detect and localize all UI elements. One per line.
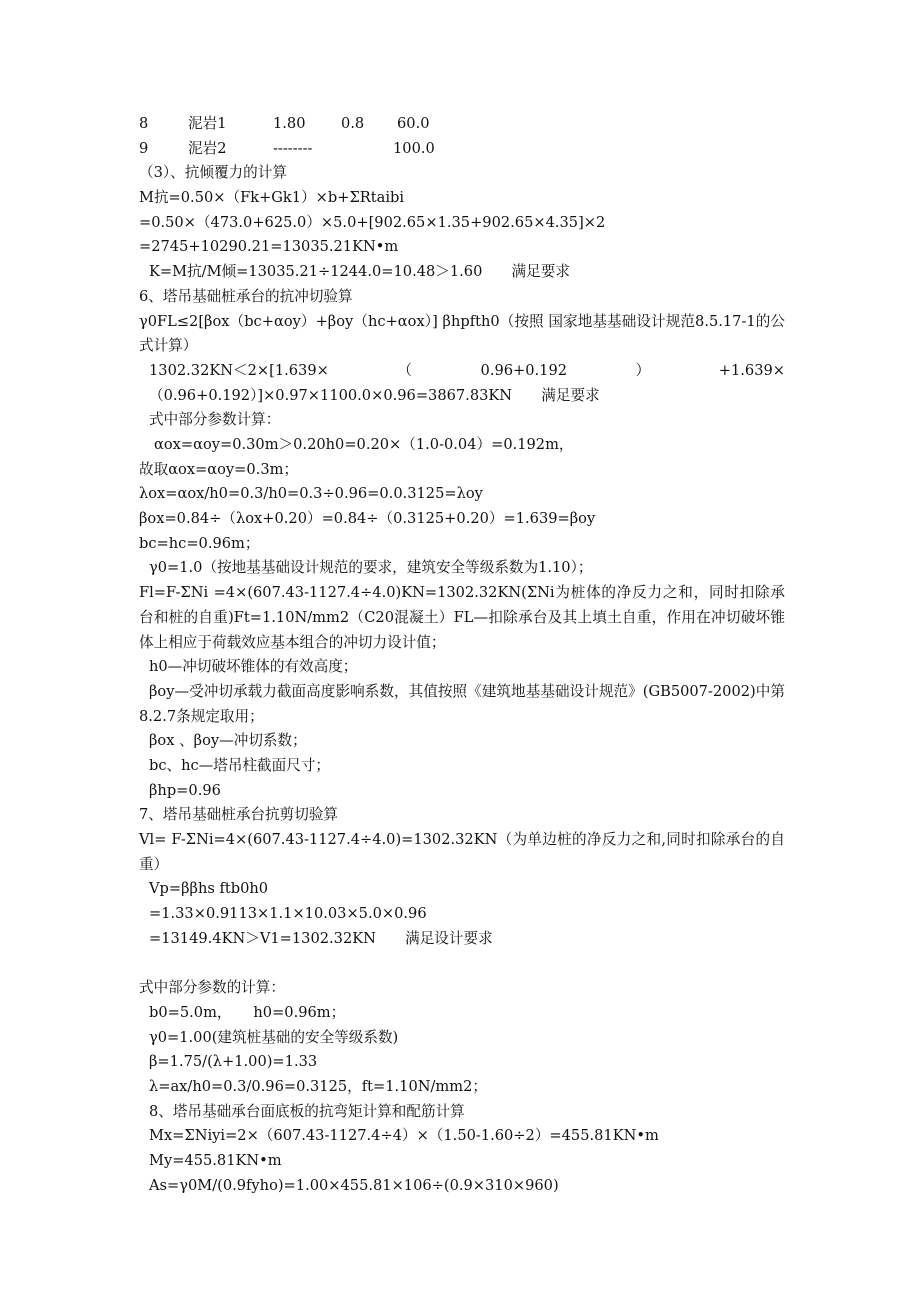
formula-line: Mx=ΣNiyi=2×（607.43-1127.4÷4）×（1.50-1.60÷2）=455.81KN•m: [149, 1127, 659, 1145]
table-cell-value: --------: [273, 139, 313, 157]
section-heading: （3）、抗倾覆力的计算: [139, 164, 287, 182]
table-row: [139, 112, 785, 137]
section-heading: 7、塔吊基础桩承台抗剪切验算: [139, 806, 339, 824]
formula-line: M抗=0.50×（Fk+Gk1）×b+ΣRtaibi: [139, 189, 405, 207]
formula-paragraph: γ0FL≤2[βox（bc+αoy）+βoy（hc+αox）] βhpfth0（按照 国家地基基础设计规范8.5.17-1的公式计算）: [139, 312, 785, 355]
table-cell-value: 0.8: [341, 115, 365, 132]
table-cell-value: 60.0: [397, 115, 430, 132]
result-line: K=M抗/M倾=13035.21÷1244.0=10.48＞1.60 满足要求: [149, 263, 570, 281]
formula-line: βox=0.84÷（λox+0.20）=0.84÷（0.3125+0.20）=1.639=βoy: [139, 510, 596, 528]
formula-line: γ0=1.00(建筑桩基础的安全等级系数): [149, 1028, 399, 1046]
table-cell-name: 泥岩2: [188, 139, 227, 157]
table-cell-no: 9: [139, 139, 149, 157]
table-cell-no: 8: [139, 115, 149, 132]
table-cell-value: 100.0: [393, 139, 435, 157]
text-paragraph: βoy—受冲切承载力截面高度影响系数，其值按照《建筑地基基础设计规范》(GB5007-2002)中第8.2.7条规定取用；: [139, 682, 785, 725]
text-paragraph: Fl=F-ΣNi =4×(607.43-1127.4÷4.0)KN=1302.32KN(ΣNi为桩体的净反力之和，同时扣除承台和桩的自重)Ft=1.10N/mm2（C20混凝土）FL—扣除承台及其上填土自重，作用在冲切破坏锥体上相应于荷载效应基本组合的冲切力设计值；: [139, 584, 785, 651]
document-page: [139, 112, 785, 1198]
formula-line: =1.33×0.9113×1.1×10.03×5.0×0.96: [149, 905, 427, 923]
formula-paragraph: Vl= F-ΣNi=4×(607.43-1127.4÷4.0)=1302.32KN（为单边桩的净反力之和,同时扣除承台的自重）: [139, 831, 785, 873]
formula-line: βhp=0.96: [149, 781, 221, 799]
formula-line: As=γ0M/(0.9fyho)=1.00×455.81×106÷(0.9×310×960): [149, 1176, 559, 1194]
text-line: bc、hc—塔吊柱截面尺寸；: [149, 757, 331, 775]
result-paragraph: 1302.32KN＜2×[1.639×（0.96+0.192）+1.639×（0.96+0.192）]×0.97×1100.0×0.96=3867.83KN 满足要求: [149, 361, 785, 404]
table-cell-name: 泥岩1: [188, 115, 227, 132]
formula-line: λ=ax/h0=0.3/0.96=0.3125，ft=1.10N/mm2；: [149, 1077, 487, 1095]
text-line: 式中部分参数计算：: [149, 411, 281, 429]
text-line: βox 、βoy—冲切系数；: [149, 732, 307, 750]
result-line: =13149.4KN＞V1=1302.32KN 满足设计要求: [149, 929, 493, 947]
formula-line: 故取αox=αoy=0.3m；: [139, 460, 299, 478]
section-heading: 8、塔吊基础承台面底板的抗弯矩计算和配筋计算: [149, 1102, 465, 1120]
formula-line: b0=5.0m， h0=0.96m；: [149, 1003, 346, 1021]
text-line: γ0=1.0（按地基基础设计规范的要求，建筑安全等级系数为1.10）；: [149, 559, 593, 577]
section-heading: 6、塔吊基础桩承台的抗冲切验算: [139, 287, 353, 305]
formula-line: =0.50×（473.0+625.0）×5.0+[902.65×1.35+902.65×4.35]×2: [139, 213, 606, 231]
text-line: h0—冲切破坏锥体的有效高度；: [149, 658, 358, 676]
text-line: 式中部分参数的计算：: [139, 979, 285, 997]
formula-line: My=455.81KN•m: [149, 1152, 282, 1170]
formula-line: β=1.75/(λ+1.00)=1.33: [149, 1053, 318, 1071]
formula-line: αox=αoy=0.30m＞0.20h0=0.20×（1.0-0.04）=0.192m，: [154, 436, 574, 453]
table-row: [139, 137, 785, 162]
formula-line: Vp=ββhs ftb0h0: [149, 880, 269, 898]
formula-line: bc=hc=0.96m；: [139, 534, 260, 552]
formula-line: λox=αox/h0=0.3/h0=0.3÷0.96=0.0.3125=λoy: [139, 485, 483, 503]
table-cell-value: 1.80: [273, 115, 306, 132]
formula-line: =2745+10290.21=13035.21KN•m: [139, 238, 399, 256]
blank-line: [139, 952, 785, 977]
